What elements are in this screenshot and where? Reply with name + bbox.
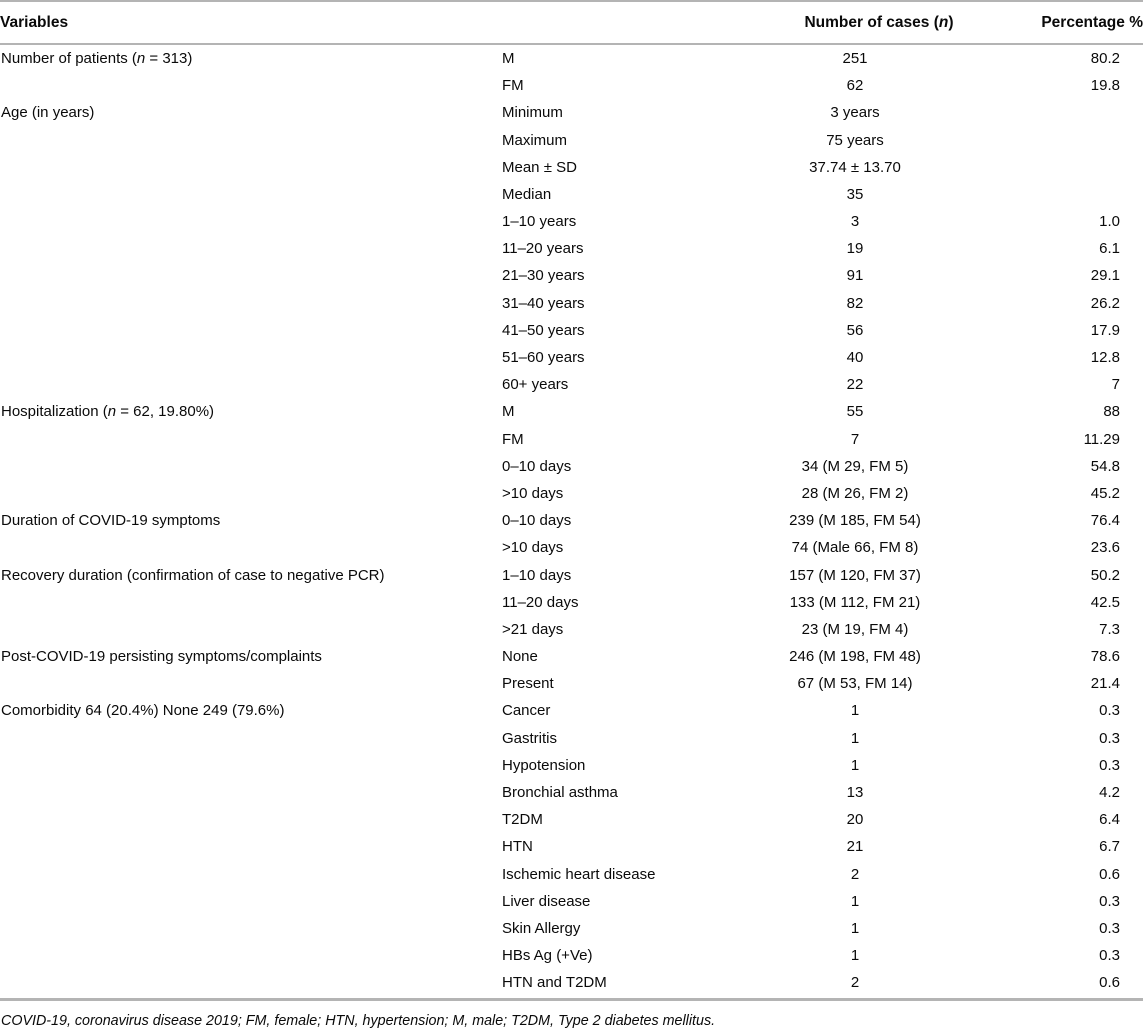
cell-variable [0,589,502,616]
cell-subgroup: Gastritis [502,729,558,747]
table-row [0,372,1143,399]
column-header-percentage: Percentage % [988,1,1143,44]
cell-percentage: 54.8 [1090,457,1120,475]
cell-percentage: 26.2 [1090,294,1120,312]
table-row [0,263,1143,290]
column-header-number-of-cases [770,1,988,44]
cell-subgroup: 0–10 days [502,457,572,475]
table-head [0,1,1143,44]
cell-percentage: 88 [1103,403,1120,421]
table-row [0,154,1143,181]
cell-percentage [988,100,1143,127]
cell-variable [0,209,502,236]
cell-variable [0,480,502,507]
cell-percentage: 76.4 [1090,512,1120,530]
cell-percentage: 4.2 [1099,784,1120,802]
cell-percentage: 0.3 [1099,892,1120,910]
cell-variable: Age (in years) [1,104,95,122]
table-row [0,127,1143,154]
table-row [0,73,1143,100]
cell-percentage: 6.1 [1099,240,1120,258]
cell-percentage: 7.3 [1099,620,1120,638]
cell-variable [0,290,502,317]
cell-subgroup: >10 days [502,539,564,557]
cell-number-of-cases: 40 [846,349,864,367]
cell-variable [0,127,502,154]
table-row [0,915,1143,942]
cell-percentage: 12.8 [1090,349,1120,367]
cell-number-of-cases: 62 [846,77,864,95]
table-footnote: COVID-19, coronavirus disease 2019; FM, female; HTN, hypertension; M, male; T2DM, Type 2 diabetes mellitus. [1,1012,716,1029]
cell-percentage [988,181,1143,208]
cell-percentage: 6.4 [1099,811,1120,829]
cell-subgroup: Skin Allergy [502,919,581,937]
cell-variable [0,535,502,562]
cell-number-of-cases: 1 [850,919,860,937]
cell-percentage: 29.1 [1090,267,1120,285]
table-row [0,698,1143,725]
cell-variable [0,671,502,698]
cell-subgroup: 11–20 years [502,240,584,258]
table-row [0,236,1143,263]
cell-subgroup: 51–60 years [502,349,585,367]
cell-percentage: 1.0 [1099,213,1120,231]
table-row [0,562,1143,589]
cell-variable [0,263,502,290]
table-row [0,943,1143,970]
cell-number-of-cases: 23 (M 19, FM 4) [801,620,909,638]
cell-percentage: 78.6 [1090,648,1120,666]
cell-subgroup: 21–30 years [502,267,585,285]
cell-percentage: 0.3 [1099,919,1120,937]
cell-percentage [988,127,1143,154]
table-row [0,589,1143,616]
table-body [0,44,1143,998]
cell-number-of-cases: 91 [846,267,864,285]
cell-subgroup: T2DM [502,811,543,829]
table-row [0,209,1143,236]
cell-number-of-cases: 3 [850,213,860,231]
table-row [0,644,1143,671]
cell-subgroup: 31–40 years [502,294,585,312]
cell-variable [0,73,502,100]
cell-number-of-cases: 3 years [830,104,880,122]
cell-number-of-cases: 251 [842,49,868,67]
cell-number-of-cases: 74 (Male 66, FM 8) [791,539,919,557]
cell-subgroup: M [502,403,515,421]
cell-percentage: 50.2 [1090,566,1120,584]
cell-subgroup: None [502,648,538,666]
cell-percentage: 80.2 [1090,49,1120,67]
cell-variable [0,372,502,399]
cell-subgroup: >21 days [502,620,564,638]
cell-percentage [988,154,1143,181]
cell-number-of-cases: 7 [850,430,860,448]
cell-variable [0,725,502,752]
column-header-variables: Variables [0,1,502,44]
cell-variable: Hospitalization (n = 62, 19.80%) [1,403,215,421]
cell-number-of-cases: 239 (M 185, FM 54) [789,512,921,530]
table-row [0,779,1143,806]
cell-subgroup: 1–10 days [502,566,572,584]
table-row [0,480,1143,507]
cell-percentage: 0.3 [1099,729,1120,747]
cell-variable [0,154,502,181]
table-row [0,807,1143,834]
cell-number-of-cases: 35 [846,185,864,203]
table-row [0,399,1143,426]
cell-subgroup: 0–10 days [502,512,572,530]
cell-variable [0,970,502,999]
cell-number-of-cases: 2 [850,974,860,992]
cell-percentage: 11.29 [1083,430,1120,448]
cell-variable [0,181,502,208]
cell-variable [0,752,502,779]
table-row [0,44,1143,72]
cell-number-of-cases: 67 (M 53, FM 14) [797,675,913,693]
cell-subgroup: >10 days [502,484,564,502]
cell-subgroup: FM [502,77,524,95]
cell-subgroup: Ischemic heart disease [502,865,656,883]
table-row [0,181,1143,208]
cell-subgroup: Hypotension [502,756,586,774]
cell-subgroup: Maximum [502,131,568,149]
cell-percentage: 45.2 [1090,484,1120,502]
cell-number-of-cases: 157 (M 120, FM 37) [789,566,921,584]
cell-variable [0,616,502,643]
cell-subgroup: Minimum [502,104,563,122]
cell-variable [0,888,502,915]
cell-percentage: 0.6 [1099,865,1120,883]
cell-variable [0,861,502,888]
cell-variable [0,807,502,834]
cell-variable [0,834,502,861]
cell-number-of-cases: 1 [850,892,860,910]
cell-variable: Post-COVID-19 persisting symptoms/complaints [1,648,322,666]
cell-variable [0,344,502,371]
cell-number-of-cases: 1 [850,756,860,774]
cell-subgroup: 60+ years [502,376,569,394]
cell-number-of-cases: 82 [846,294,864,312]
cell-subgroup: Present [502,675,554,693]
cell-number-of-cases: 246 (M 198, FM 48) [789,648,921,666]
cell-subgroup: Mean ± SD [502,158,577,176]
table-row [0,725,1143,752]
table-row [0,970,1143,999]
cell-variable [0,426,502,453]
table-row [0,535,1143,562]
cell-percentage: 0.3 [1099,702,1120,720]
cell-number-of-cases: 75 years [826,131,884,149]
table-row [0,426,1143,453]
cell-variable [0,779,502,806]
cell-number-of-cases: 21 [846,838,864,856]
cell-number-of-cases: 34 (M 29, FM 5) [801,457,909,475]
cell-number-of-cases: 2 [850,865,860,883]
cell-variable: Duration of COVID-19 symptoms [1,512,221,530]
cell-variable: Comorbidity 64 (20.4%) None 249 (79.6%) [1,702,285,720]
cell-number-of-cases: 19 [846,240,864,258]
cell-percentage: 6.7 [1099,838,1120,856]
cell-variable [0,915,502,942]
cell-subgroup: FM [502,430,524,448]
cell-number-of-cases: 37.74 ± 13.70 [809,158,901,176]
table-header-row [0,1,1143,44]
cell-subgroup: HTN and T2DM [502,974,607,992]
cell-variable [0,317,502,344]
cell-percentage: 42.5 [1090,593,1120,611]
cell-number-of-cases: 13 [846,784,864,802]
cell-variable: Number of patients (n = 313) [1,49,193,67]
table-row [0,888,1143,915]
table-row [0,100,1143,127]
cell-number-of-cases: 56 [846,321,864,339]
cell-subgroup: Cancer [502,702,551,720]
cell-subgroup: HTN [502,838,533,856]
cell-subgroup: 11–20 days [502,593,579,611]
table-row [0,508,1143,535]
cell-subgroup: Bronchial asthma [502,784,618,802]
cell-number-of-cases: 55 [846,403,864,421]
column-header-number-of-cases-text: Number of cases (n) [804,14,954,31]
cell-percentage: 7 [1111,376,1120,394]
cell-number-of-cases: 22 [846,376,864,394]
table-row [0,671,1143,698]
column-header-subgroup [502,1,770,44]
cell-subgroup: M [502,49,515,67]
cell-percentage: 17.9 [1090,321,1120,339]
table-row [0,616,1143,643]
table-row [0,290,1143,317]
cell-percentage: 23.6 [1090,539,1120,557]
cell-subgroup: 1–10 years [502,213,577,231]
cell-subgroup: 41–50 years [502,321,585,339]
table-row [0,752,1143,779]
cell-number-of-cases: 20 [846,811,864,829]
cell-percentage: 21.4 [1090,675,1120,693]
table-row [0,317,1143,344]
cell-subgroup: HBs Ag (+Ve) [502,947,593,965]
cell-subgroup: Median [502,185,552,203]
cell-number-of-cases: 28 (M 26, FM 2) [801,484,909,502]
table-row [0,861,1143,888]
cell-percentage: 0.3 [1099,947,1120,965]
table-row [0,344,1143,371]
cell-percentage: 0.3 [1099,756,1120,774]
cell-variable [0,453,502,480]
cell-number-of-cases: 1 [850,729,860,747]
cell-subgroup: Liver disease [502,892,591,910]
cell-variable [0,943,502,970]
cell-number-of-cases: 1 [850,947,860,965]
table-row [0,834,1143,861]
cell-percentage: 0.6 [1099,974,1120,992]
cell-number-of-cases: 1 [850,702,860,720]
table-row [0,453,1143,480]
cell-number-of-cases: 133 (M 112, FM 21) [789,593,921,611]
cell-variable: Recovery duration (confirmation of case to negative PCR) [1,566,385,584]
cell-variable [0,236,502,263]
cell-percentage: 19.8 [1090,77,1120,95]
